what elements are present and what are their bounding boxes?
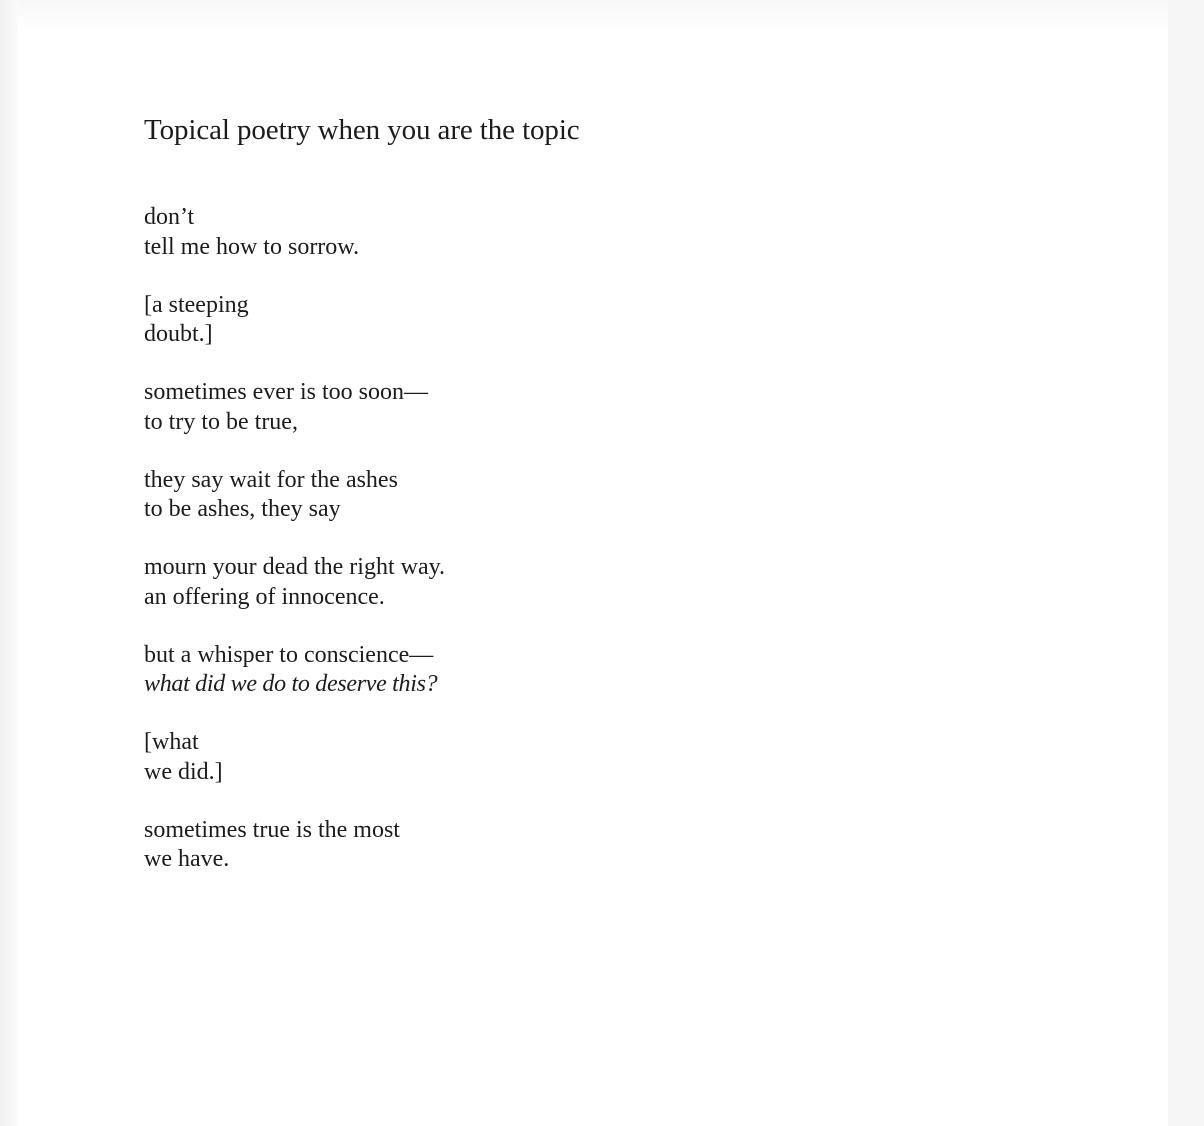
poem-line: to try to be true,: [144, 408, 298, 435]
poem-line: tell me how to sorrow.: [144, 233, 360, 260]
stanza: [144, 553, 744, 612]
stanza: [144, 291, 744, 350]
stanza: [144, 466, 744, 525]
poem-line: don’t: [144, 204, 195, 230]
stanza: [144, 378, 744, 437]
poem-line: sometimes ever is too soon—: [144, 379, 428, 405]
poem-line: mourn your dead the right way.: [144, 554, 446, 580]
poem-line: we did.]: [144, 758, 223, 785]
poem-body: [144, 203, 744, 903]
poem-line: an offering of innocence.: [144, 583, 385, 610]
page-left-edge: [0, 0, 18, 1126]
poem-line: [what: [144, 729, 199, 755]
poem-line: doubt.]: [144, 321, 213, 347]
stanza: [144, 203, 744, 262]
poem-line: sometimes true is the most: [144, 816, 400, 843]
poem-line: they say wait for the ashes: [144, 466, 398, 493]
poem-line: [a steeping: [144, 291, 249, 318]
poem-line: to be ashes, they say: [144, 496, 341, 522]
stanza: [144, 728, 744, 787]
stanza: [144, 641, 744, 700]
stanza: [144, 816, 744, 875]
poem-line: we have.: [144, 846, 230, 872]
poem-line-italic: what did we do to deserve this?: [144, 671, 438, 697]
poem-title: Topical poetry when you are the topic: [144, 114, 580, 146]
page-top-edge: [18, 0, 1168, 30]
poem-line: but a whisper to conscience—: [144, 641, 434, 668]
